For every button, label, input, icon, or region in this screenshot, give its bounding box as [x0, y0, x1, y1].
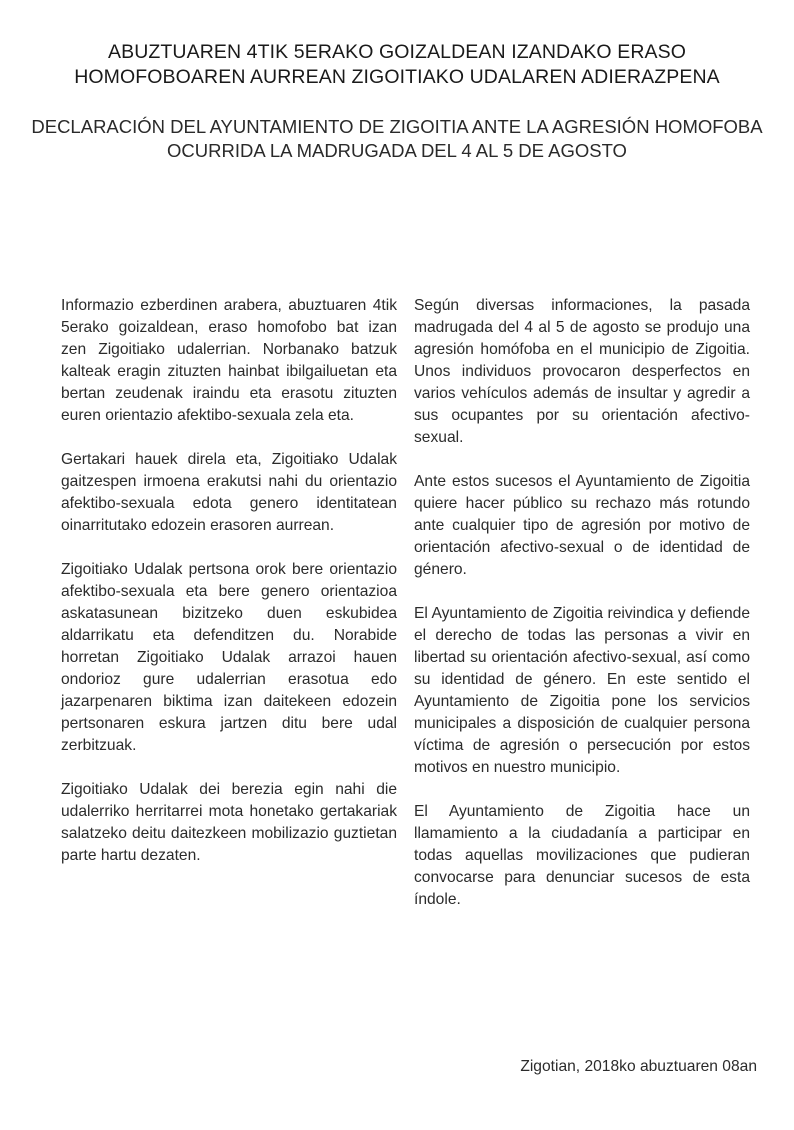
- paragraph-eu-4: Zigoitiako Udalak dei berezia egin nahi die udalerriko herritarrei mota honetako gertakariak salatzeko deitu daitezkeen mobilizazio guztietan parte hartu dezaten.: [61, 781, 397, 864]
- footer-date: Zigotian, 2018ko abuztuaren 08an: [520, 1058, 757, 1075]
- title-basque: ABUZTUAREN 4TIK 5ERAKO GOIZALDEAN IZANDAKO ERASO HOMOFOBOAREN AURREAN ZIGOITIAKO UDALAREN ADIERAZPENA: [74, 41, 720, 88]
- spanish-column: [414, 295, 750, 933]
- paragraph-eu-3: Zigoitiako Udalak pertsona orok bere orientazio afektibo-sexuala eta bere genero orientazioa askatasunean bizitzeko duen eskubidea aldarrikatu eta defenditzen du. Norabide horretan Zigoitiako Udalak arrazoi hauen ondorioz gure udalerrian erasotua edo jazarpenaren biktima izan daitekeen edozein pertsonaren eskura jartzen ditu bere udal zerbitzuak.: [61, 561, 397, 754]
- paragraph-es-2: Ante estos sucesos el Ayuntamiento de Zigoitia quiere hacer público su rechazo más rotundo ante cualquier tipo de agresión por motivo de orientación afectivo-sexual o de identidad de género.: [414, 473, 750, 578]
- paragraph-es-1: Según diversas informaciones, la pasada madrugada del 4 al 5 de agosto se produjo una agresión homófoba en el municipio de Zigoitia. Unos individuos provocaron desperfectos en varios vehículos además de insultar y agredir a sus ocupantes por su orientación afectivo-sexual.: [414, 297, 750, 446]
- basque-column: [61, 295, 397, 889]
- paragraph-es-3: El Ayuntamiento de Zigoitia reivindica y defiende el derecho de todas las personas a vivir en libertad su orientación afectivo-sexual, así como su identidad de género. En este sentido el Ayuntamiento de Zigoitia pone los servicios municipales a disposición de cualquier persona víctima de agresión o persecución por estos motivos en nuestro municipio.: [414, 605, 750, 776]
- paragraph-eu-1: Informazio ezberdinen arabera, abuztuaren 4tik 5erako goizaldean, eraso homofobo bat izan zen Zigoitiako udalerrian. Norbanako batzuk kalteak eragin zituzten hainbat ibilgailuetan eta bertan zeudenak iraindu eta erasotu zituzten euren orientazio afektibo-sexuala zela eta.: [61, 297, 397, 424]
- paragraph-eu-2: Gertakari hauek direla eta, Zigoitiako Udalak gaitzespen irmoena erakutsi nahi du orientazio afektibo-sexuala edota genero identitatean oinarritutako edozein erasoren aurrean.: [61, 451, 397, 534]
- title-spanish: DECLARACIÓN DEL AYUNTAMIENTO DE ZIGOITIA ANTE LA AGRESIÓN HOMOFOBA OCURRIDA LA MADRUGADA DEL 4 AL 5 DE AGOSTO: [31, 116, 763, 161]
- paragraph-es-4: El Ayuntamiento de Zigoitia hace un llamamiento a la ciudadanía a participar en todas aquellas movilizaciones que pudieran convocarse para denunciar sucesos de esta índole.: [414, 803, 750, 908]
